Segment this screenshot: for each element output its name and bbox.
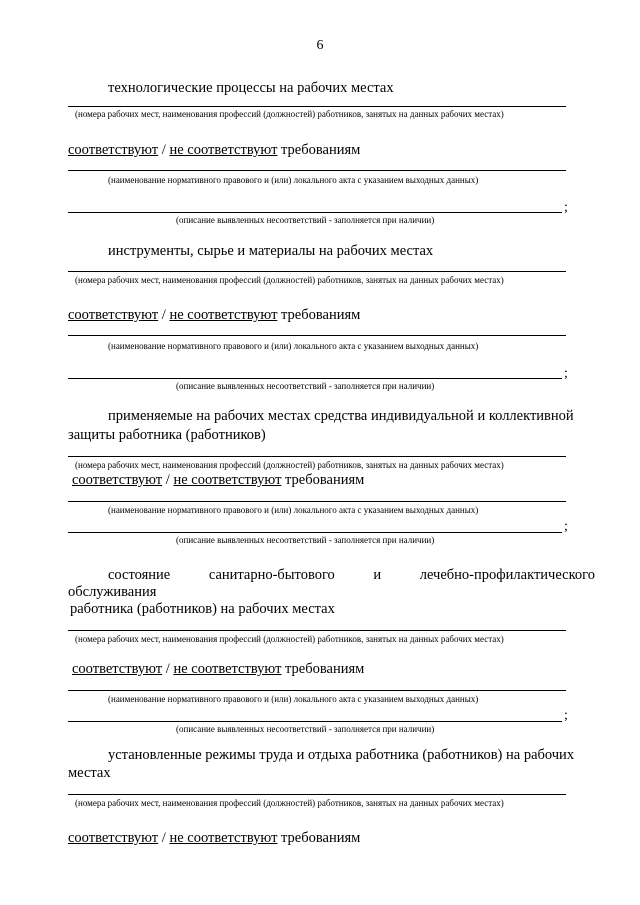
not-complies-option[interactable]: не соответствуют [173,661,282,677]
section-2-workplaces-caption: (номера рабочих мест, наименования профессий (должностей) работников, занятых на данных рабочих местах) [75,275,504,285]
requirements-label: требованиям [281,830,361,846]
section-1-compliance-line [68,141,360,159]
section-4-discrepancy-caption: (описание выявленных несоответствий - заполняется при наличии) [176,724,435,734]
section-4-heading-line3: работника (работников) на рабочих местах [70,601,335,617]
complies-option[interactable]: соответствуют [68,142,159,158]
not-complies-option[interactable]: не соответствуют [173,472,282,488]
section-3-heading-line1: применяемые на рабочих местах средства индивидуальной и коллективной [108,408,574,424]
section-1-workplaces-line [68,106,566,107]
requirements-label: требованиям [285,472,365,488]
section-4-workplaces-line [68,630,566,631]
not-complies-option[interactable]: не соответствуют [169,142,278,158]
complies-option[interactable]: соответствуют [68,830,159,846]
section-4-discrepancy-line [68,721,562,722]
section-1-discrepancy-caption: (описание выявленных несоответствий - заполняется при наличии) [176,215,435,225]
section-2-heading: инструменты, сырье и материалы на рабочих местах [108,243,434,259]
slash-separator: / [165,472,170,488]
section-2-discrepancy-caption: (описание выявленных несоответствий - заполняется при наличии) [176,381,435,391]
section-1-workplaces-caption: (номера рабочих мест, наименования профессий (должностей) работников, занятых на данных рабочих местах) [75,109,504,119]
section-4-compliance-line [72,660,364,678]
section-4-word-4: лечебно-профилактического [419,567,595,583]
slash-separator: / [161,142,166,158]
section-1-discrepancy-line [68,212,562,213]
section-2-workplaces-line [68,271,566,272]
section-2-semicolon: ; [564,366,568,381]
section-1-act-caption: (наименование нормативного правового и (или) локального акта с указанием выходных данных) [108,175,479,185]
section-4-workplaces-caption: (номера рабочих мест, наименования профессий (должностей) работников, занятых на данных рабочих местах) [75,634,504,644]
section-5-heading-line2: местах [68,765,111,781]
section-4-word-1: состояние [108,567,171,583]
section-1-semicolon: ; [564,200,568,215]
not-complies-option[interactable]: не соответствуют [169,307,278,323]
section-3-discrepancy-caption: (описание выявленных несоответствий - заполняется при наличии) [176,535,435,545]
not-complies-option[interactable]: не соответствуют [169,830,278,846]
section-3-act-line [68,501,566,502]
section-3-discrepancy-line [68,532,562,533]
complies-option[interactable]: соответствуют [68,307,159,323]
section-5-compliance-line [68,829,360,847]
complies-option[interactable]: соответствуют [72,472,163,488]
section-4-word-2: санитарно-бытового [208,567,335,583]
section-4-heading-line1 [108,566,595,584]
section-3-act-caption: (наименование нормативного правового и (или) локального акта с указанием выходных данных) [108,505,479,515]
slash-separator: / [165,661,170,677]
section-3-heading-line2: защиты работника (работников) [68,427,266,443]
section-4-act-line [68,690,566,691]
section-3-compliance-line [72,471,364,489]
section-5-workplaces-caption: (номера рабочих мест, наименования профессий (должностей) работников, занятых на данных рабочих местах) [75,798,504,808]
section-4-act-caption: (наименование нормативного правового и (или) локального акта с указанием выходных данных) [108,694,479,704]
section-3-workplaces-line [68,456,566,457]
section-5-workplaces-line [68,794,566,795]
slash-separator: / [161,307,166,323]
complies-option[interactable]: соответствуют [72,661,163,677]
section-2-act-caption: (наименование нормативного правового и (или) локального акта с указанием выходных данных) [108,341,479,351]
requirements-label: требованиям [285,661,365,677]
section-1-heading: технологические процессы на рабочих местах [108,80,394,96]
section-4-semicolon: ; [564,708,568,723]
section-2-act-line [68,335,566,336]
section-2-discrepancy-line [68,378,562,379]
section-4-heading-line2: обслуживания [68,584,157,600]
section-4-word-3: и [373,567,382,583]
slash-separator: / [161,830,166,846]
section-2-compliance-line [68,306,360,324]
section-3-semicolon: ; [564,519,568,534]
section-5-heading-line1: установленные режимы труда и отдыха работника (работников) на рабочих [108,747,575,763]
requirements-label: требованиям [281,142,361,158]
section-1-act-line [68,170,566,171]
section-3-workplaces-caption: (номера рабочих мест, наименования профессий (должностей) работников, занятых на данных рабочих местах) [75,460,504,470]
requirements-label: требованиям [281,307,361,323]
page-number: 6 [316,38,324,53]
